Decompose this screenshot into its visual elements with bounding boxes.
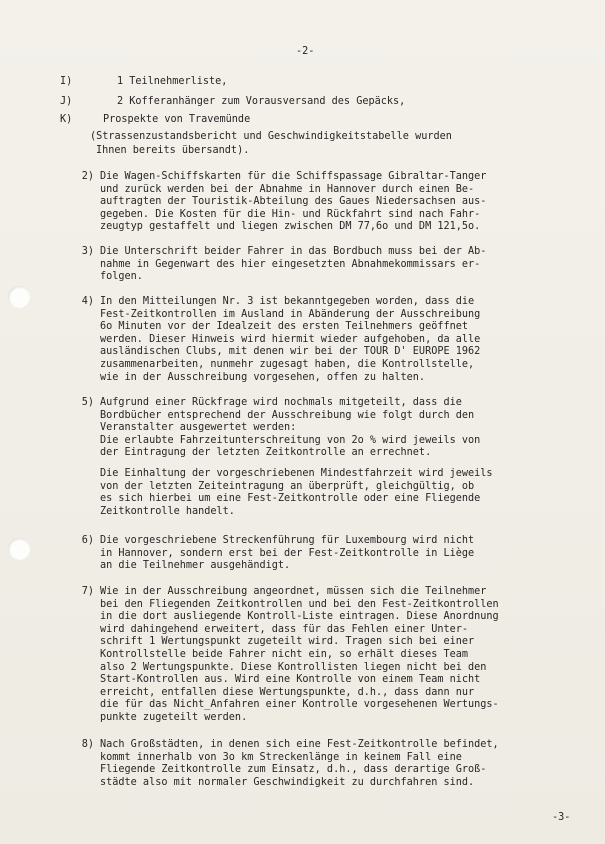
paragraph-number: 3) xyxy=(81,246,94,257)
text-line: gegeben. Die Kosten für die Hin- und Rückfahrt sind nach Fahr- xyxy=(100,208,481,220)
text-line: 6o Minuten vor der Idealzeit des ersten Teilnehmers geöffnet xyxy=(100,321,469,333)
text-line: erreicht, entfallen diese Wertungspunkte, d.h., dass dann nur xyxy=(100,686,475,698)
text-line: folgen. xyxy=(100,271,143,283)
paragraph-body xyxy=(100,246,590,284)
text-line: bei den Fliegenden Zeitkontrollen und bei den Fest-Zeitkontrollen xyxy=(100,598,499,610)
text-line: Kontrollstelle beide Fahrer nicht ein, so erhält dieses Team xyxy=(100,648,469,660)
sub-item-label: K) xyxy=(60,114,73,125)
text-line: Fliegende Zeitkontrolle zum Einsatz, d.h., dass derartige Groß- xyxy=(100,764,487,776)
text-line: von der letzten Zeiteintragung an überprüft, gleichgültig, ob xyxy=(100,480,475,492)
text-line: Zeitkontrolle handelt. xyxy=(100,505,235,517)
paragraph-body xyxy=(100,535,590,573)
punch-hole-top xyxy=(8,286,30,308)
text-line: in Hannover, sondern erst bei der Fest-Zeitkontrolle in Liège xyxy=(100,547,475,559)
text-line: Nach Großstädten, in denen sich eine Fest-Zeitkontrolle befindet, xyxy=(100,739,499,750)
text-line: es sich hierbei um eine Fest-Zeitkontrolle oder eine Fliegende xyxy=(100,493,481,505)
text-line: wie in der Ausschreibung vorgesehen, offen zu halten. xyxy=(100,371,426,383)
text-line: Veranstalter ausgewertet werden: xyxy=(100,422,297,434)
paragraph-body xyxy=(100,586,590,725)
paragraph-number: 2) xyxy=(81,171,94,182)
sub-item-text: 1 Teilnehmerliste, xyxy=(117,76,228,87)
text-line xyxy=(100,460,590,468)
text-line: punkte zugeteilt werden. xyxy=(100,711,248,723)
paragraph-body xyxy=(100,739,590,789)
text-line: und zurück werden bei der Abnahme in Hannover durch einen Be- xyxy=(100,183,475,195)
page-number-top: -2- xyxy=(296,46,315,57)
text-line: Bordbücher entsprechend der Ausschreibung wie folgt durch den xyxy=(100,409,475,421)
text-line: Aufgrund einer Rückfrage wird nochmals mitgeteilt, dass die xyxy=(100,397,462,408)
text-line: zusammenarbeiten, nunmehr zugesagt haben, die Kontrollstelle, xyxy=(100,358,475,370)
text-line: wird dahingehend erweitert, dass für das Fehlen einer Unter- xyxy=(100,623,469,635)
text-line: Wie in der Ausschreibung angeordnet, müssen sich die Teilnehmer xyxy=(100,586,487,597)
text-line: zeugtyp gestaffelt und liegen zwischen DM 77,6o und DM 121,5o. xyxy=(100,221,481,233)
text-line: kommt innerhalb von 3o km Streckenlänge in keinem Fall eine xyxy=(100,751,462,763)
paragraph-number: 6) xyxy=(81,535,94,546)
text-line: Die Einhaltung der vorgeschriebenen Mindestfahrzeit wird jeweils xyxy=(100,467,493,479)
text-line: ausländischen Clubs, mit denen wir bei der TOUR D' EUROPE 1962 xyxy=(100,346,481,358)
sub-item-label: J) xyxy=(60,96,73,107)
paragraph-number: 8) xyxy=(81,739,94,750)
text-line: der Eintragung der letzten Zeitkontrolle an errechnet. xyxy=(100,447,432,459)
text-line: Die vorgeschriebene Streckenführung für Luxembourg wird nicht xyxy=(100,535,475,546)
text-line: In den Mitteilungen Nr. 3 ist bekanntgegeben worden, dass die xyxy=(100,296,475,307)
text-line: städte also mit normaler Geschwindigkeit zu durchfahren sind. xyxy=(100,776,475,788)
text-line: schrift 1 Wertungspunkt zugeteilt wird. Tragen sich bei einer xyxy=(100,636,475,648)
sub-item-text: Prospekte von Travemünde xyxy=(103,114,251,125)
text-line: Die Unterschrift beider Fahrer in das Bordbuch muss bei der Ab- xyxy=(100,246,487,257)
text-line: auftragten der Touristik-Abteilung des Gaues Niedersachsen aus- xyxy=(100,196,487,208)
paragraph-number: 4) xyxy=(81,296,94,307)
paragraph-body xyxy=(100,397,590,518)
text-line: Start-Kontrollen aus. Wird eine Kontrolle von einem Team nicht xyxy=(100,674,481,686)
text-line: nahme in Gegenwart des hier eingesetzten Abnahmekommissars er- xyxy=(100,258,481,270)
sub-item-text: 2 Kofferanhänger zum Vorausversand des Gepäcks, xyxy=(117,96,406,107)
text-line: an die Teilnehmer ausgehändigt. xyxy=(100,560,291,572)
text-line: Fest-Zeitkontrollen im Ausland in Abänderung der Ausschreibung xyxy=(100,308,481,320)
text-line: in die dort ausliegende Kontroll-Liste eintragen. Diese Anordnung xyxy=(100,611,499,623)
page-number-bottom: -3- xyxy=(552,812,571,823)
paragraph-body xyxy=(100,296,590,384)
text-line: also 2 Wertungspunkte. Diese Kontrollisten liegen nicht bei den xyxy=(100,661,487,673)
text-line: Die erlaubte Fahrzeitunterschreitung von 2o % wird jeweils von xyxy=(100,434,481,446)
sub-item-label: I) xyxy=(60,76,73,87)
text-line: Die Wagen-Schiffskarten für die Schiffspassage Gibraltar-Tanger xyxy=(100,171,487,182)
paragraph-number: 5) xyxy=(81,397,94,408)
paragraph-body xyxy=(100,171,590,234)
paragraph-number: 7) xyxy=(81,586,94,597)
text-line: die für das Nicht_Anfahren einer Kontrolle vorgesehenen Wertungs- xyxy=(100,699,499,711)
sub-note-line: (Strassenzustandsbericht und Geschwindigkeitstabelle wurden xyxy=(90,131,452,142)
sub-note-line: Ihnen bereits übersandt). xyxy=(96,145,250,156)
text-line: werden. Dieser Hinweis wird hiermit wieder aufgehoben, da alle xyxy=(100,333,481,345)
punch-hole-bottom xyxy=(8,538,30,560)
